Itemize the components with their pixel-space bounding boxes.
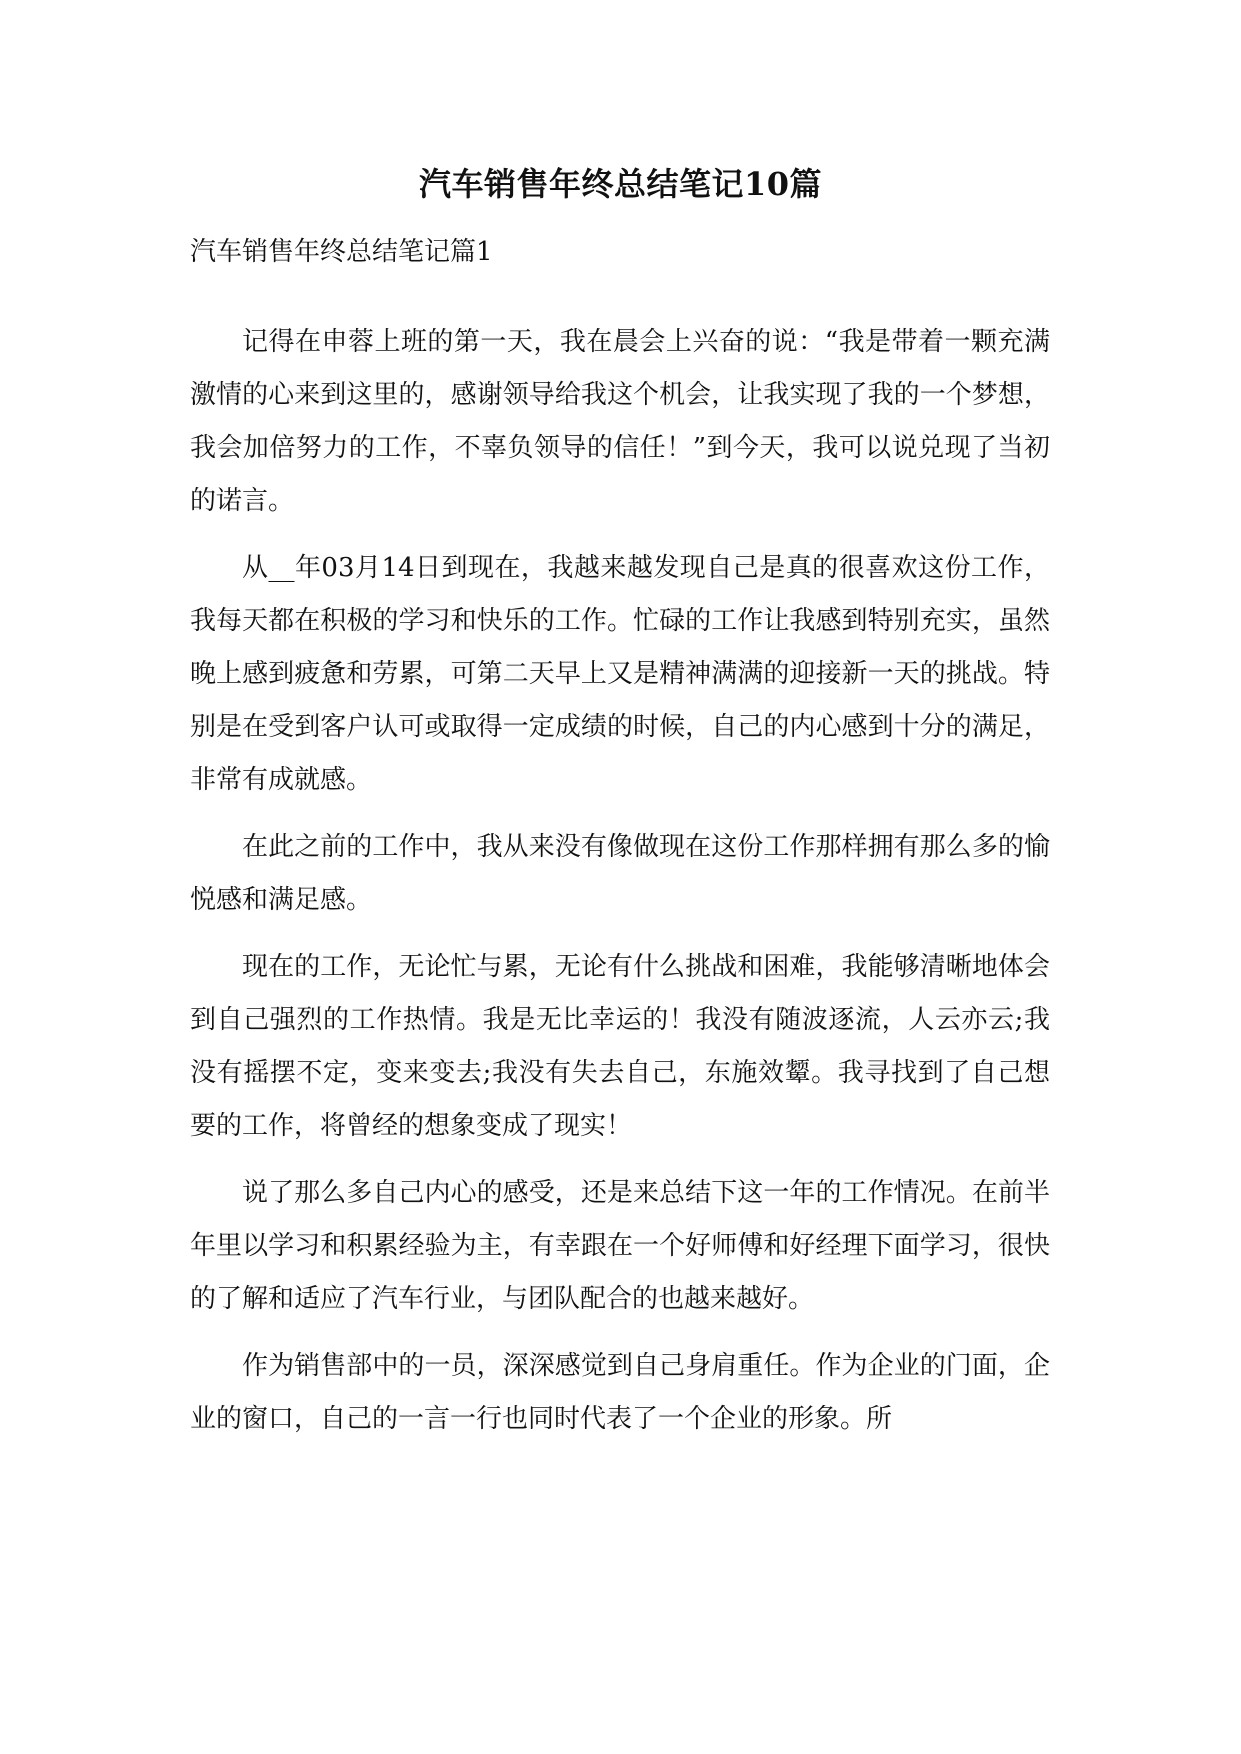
- body-paragraph: 现在的工作，无论忙与累，无论有什么挑战和困难，我能够清晰地体会到自己强烈的工作热情。我是无比幸运的！我没有随波逐流，人云亦云;我没有摇摆不定，变来变去;我没有失去自己，东施效颦。我寻找到了自己想要的工作，将曾经的想象变成了现实！: [190, 952, 1050, 1141]
- document-title: 汽车销售年终总结笔记10篇: [418, 165, 823, 203]
- body-paragraph: 从__年03月14日到现在，我越来越发现自己是真的很喜欢这份工作，我每天都在积极的学习和快乐的工作。忙碌的工作让我感到特别充实，虽然晚上感到疲惫和劳累，可第二天早上又是精神满满的迎接新一天的挑战。特别是在受到客户认可或取得一定成绩的时候，自己的内心感到十分的满足，非常有成就感。: [190, 553, 1050, 795]
- body-paragraph: 在此之前的工作中，我从来没有像做现在这份工作那样拥有那么多的愉悦感和满足感。: [190, 832, 1050, 915]
- body-paragraph: 作为销售部中的一员，深深感觉到自己身肩重任。作为企业的门面，企业的窗口，自己的一言一行也同时代表了一个企业的形象。所: [190, 1351, 1050, 1434]
- document-body: [190, 316, 1050, 1460]
- body-paragraph: 说了那么多自己内心的感受，还是来总结下这一年的工作情况。在前半年里以学习和积累经验为主，有幸跟在一个好师傅和好经理下面学习，很快的了解和适应了汽车行业，与团队配合的也越来越好。: [190, 1178, 1050, 1314]
- section-heading: 汽车销售年终总结笔记篇1: [190, 237, 493, 267]
- body-paragraph: 记得在申蓉上班的第一天，我在晨会上兴奋的说：“我是带着一颗充满激情的心来到这里的，感谢领导给我这个机会，让我实现了我的一个梦想，我会加倍努力的工作，不辜负领导的信任！”到今天，我可以说兑现了当初的诺言。: [190, 327, 1050, 516]
